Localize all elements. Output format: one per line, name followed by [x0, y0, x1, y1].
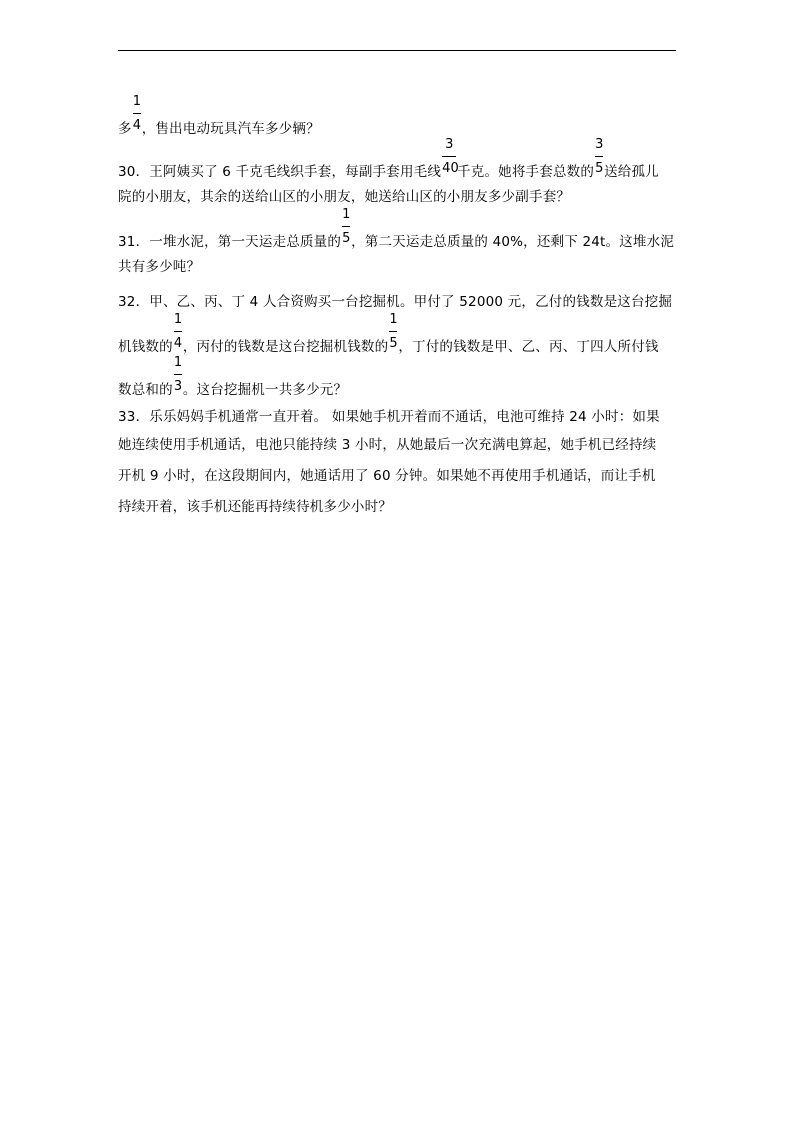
fraction-denominator: 5: [342, 231, 351, 246]
fraction-numerator: 1: [342, 207, 351, 222]
q33-line-2: 她连续使用手机通话，电池只能持续 3 小时，从她最后一次充满电算起，她手机已经持续: [118, 437, 657, 453]
fraction-bar: [174, 374, 182, 375]
q30-text-pre: 30．王阿姨买了 6 千克毛线织手套，每副手套用毛线: [118, 164, 442, 180]
fraction-bar: [595, 156, 603, 157]
q31-line-1: [118, 207, 675, 251]
q30-line-1: [118, 137, 659, 181]
fraction-bar: [342, 226, 350, 227]
fraction-bar: [133, 113, 141, 114]
fraction-denominator: 4: [173, 336, 183, 351]
fraction-bar: [174, 331, 182, 332]
q31-line-2: 共有多少吨？: [118, 259, 201, 275]
q32-line-3: [118, 355, 348, 399]
q31-text-pre: 31．一堆水泥，第一天运走总质量的: [118, 234, 342, 250]
fraction-bar: [389, 331, 397, 332]
fraction-denominator: 4: [132, 118, 142, 133]
q29-fraction: [132, 94, 142, 138]
fraction-numerator: 1: [389, 312, 398, 327]
q32-line-1: 32．甲、乙、丙、丁 4 人合资购买一台挖掘机。甲付了 52000 元，乙付的钱数是这台挖掘: [118, 294, 673, 310]
q29-text-post: ，售出电动玩具汽车多少辆？: [141, 121, 320, 137]
fraction-numerator: 3: [445, 137, 454, 152]
q31-text-post: ，第二天运走总质量的 40%，还剩下 24t。这堆水泥: [351, 234, 675, 250]
q32-line3-post: 。这台挖掘机一共多少元？: [182, 382, 348, 398]
q33-line-4: 持续开着，该手机还能再持续待机多少小时？: [118, 499, 392, 515]
fraction-bar: [442, 156, 456, 157]
q32-text-mid: ，丙付的钱数是这台挖掘机钱数的: [182, 339, 389, 355]
fraction-numerator: 1: [173, 355, 183, 370]
q33-line-3: 开机 9 小时，在这段期间内，她通话用了 60 分钟。如果她不再使用手机通话，而让手机: [118, 468, 656, 484]
q33-line-1: 33．乐乐妈妈手机通常一直开着。 如果她手机开着而不通话，电池可维持 24 小时：如果: [118, 409, 660, 425]
q30-text-post: 送给孤儿: [604, 164, 659, 180]
q29-line-1: [118, 94, 320, 138]
fraction-denominator: 3: [173, 379, 183, 394]
q30-text-mid: 千克。她将手套总数的: [457, 164, 595, 180]
q30-fraction-1: [441, 137, 460, 181]
q32-line3-pre: 数总和的: [118, 382, 173, 398]
q30-fraction-2: [594, 137, 604, 181]
fraction-numerator: 1: [132, 94, 142, 109]
fraction-numerator: 3: [595, 137, 604, 152]
q30-line-2: 院的小朋友，其余的送给山区的小朋友，她送给山区的小朋友多少副手套？: [118, 189, 571, 205]
q32-fraction-3: [173, 355, 183, 399]
fraction-denominator: 5: [389, 336, 398, 351]
q31-fraction: [341, 207, 351, 251]
q32-text-post: ，丁付的钱数是甲、乙、丙、丁四人所付钱: [398, 339, 659, 355]
q32-line-2: [118, 312, 659, 356]
fraction-denominator: 40: [442, 161, 460, 176]
q32-text-pre: 机钱数的: [118, 339, 173, 355]
fraction-denominator: 5: [595, 161, 604, 176]
q32-fraction-1: [173, 312, 183, 356]
header-rule: [118, 50, 676, 51]
fraction-numerator: 1: [173, 312, 183, 327]
q29-text-pre: 多: [118, 121, 132, 137]
q32-fraction-2: [388, 312, 398, 356]
